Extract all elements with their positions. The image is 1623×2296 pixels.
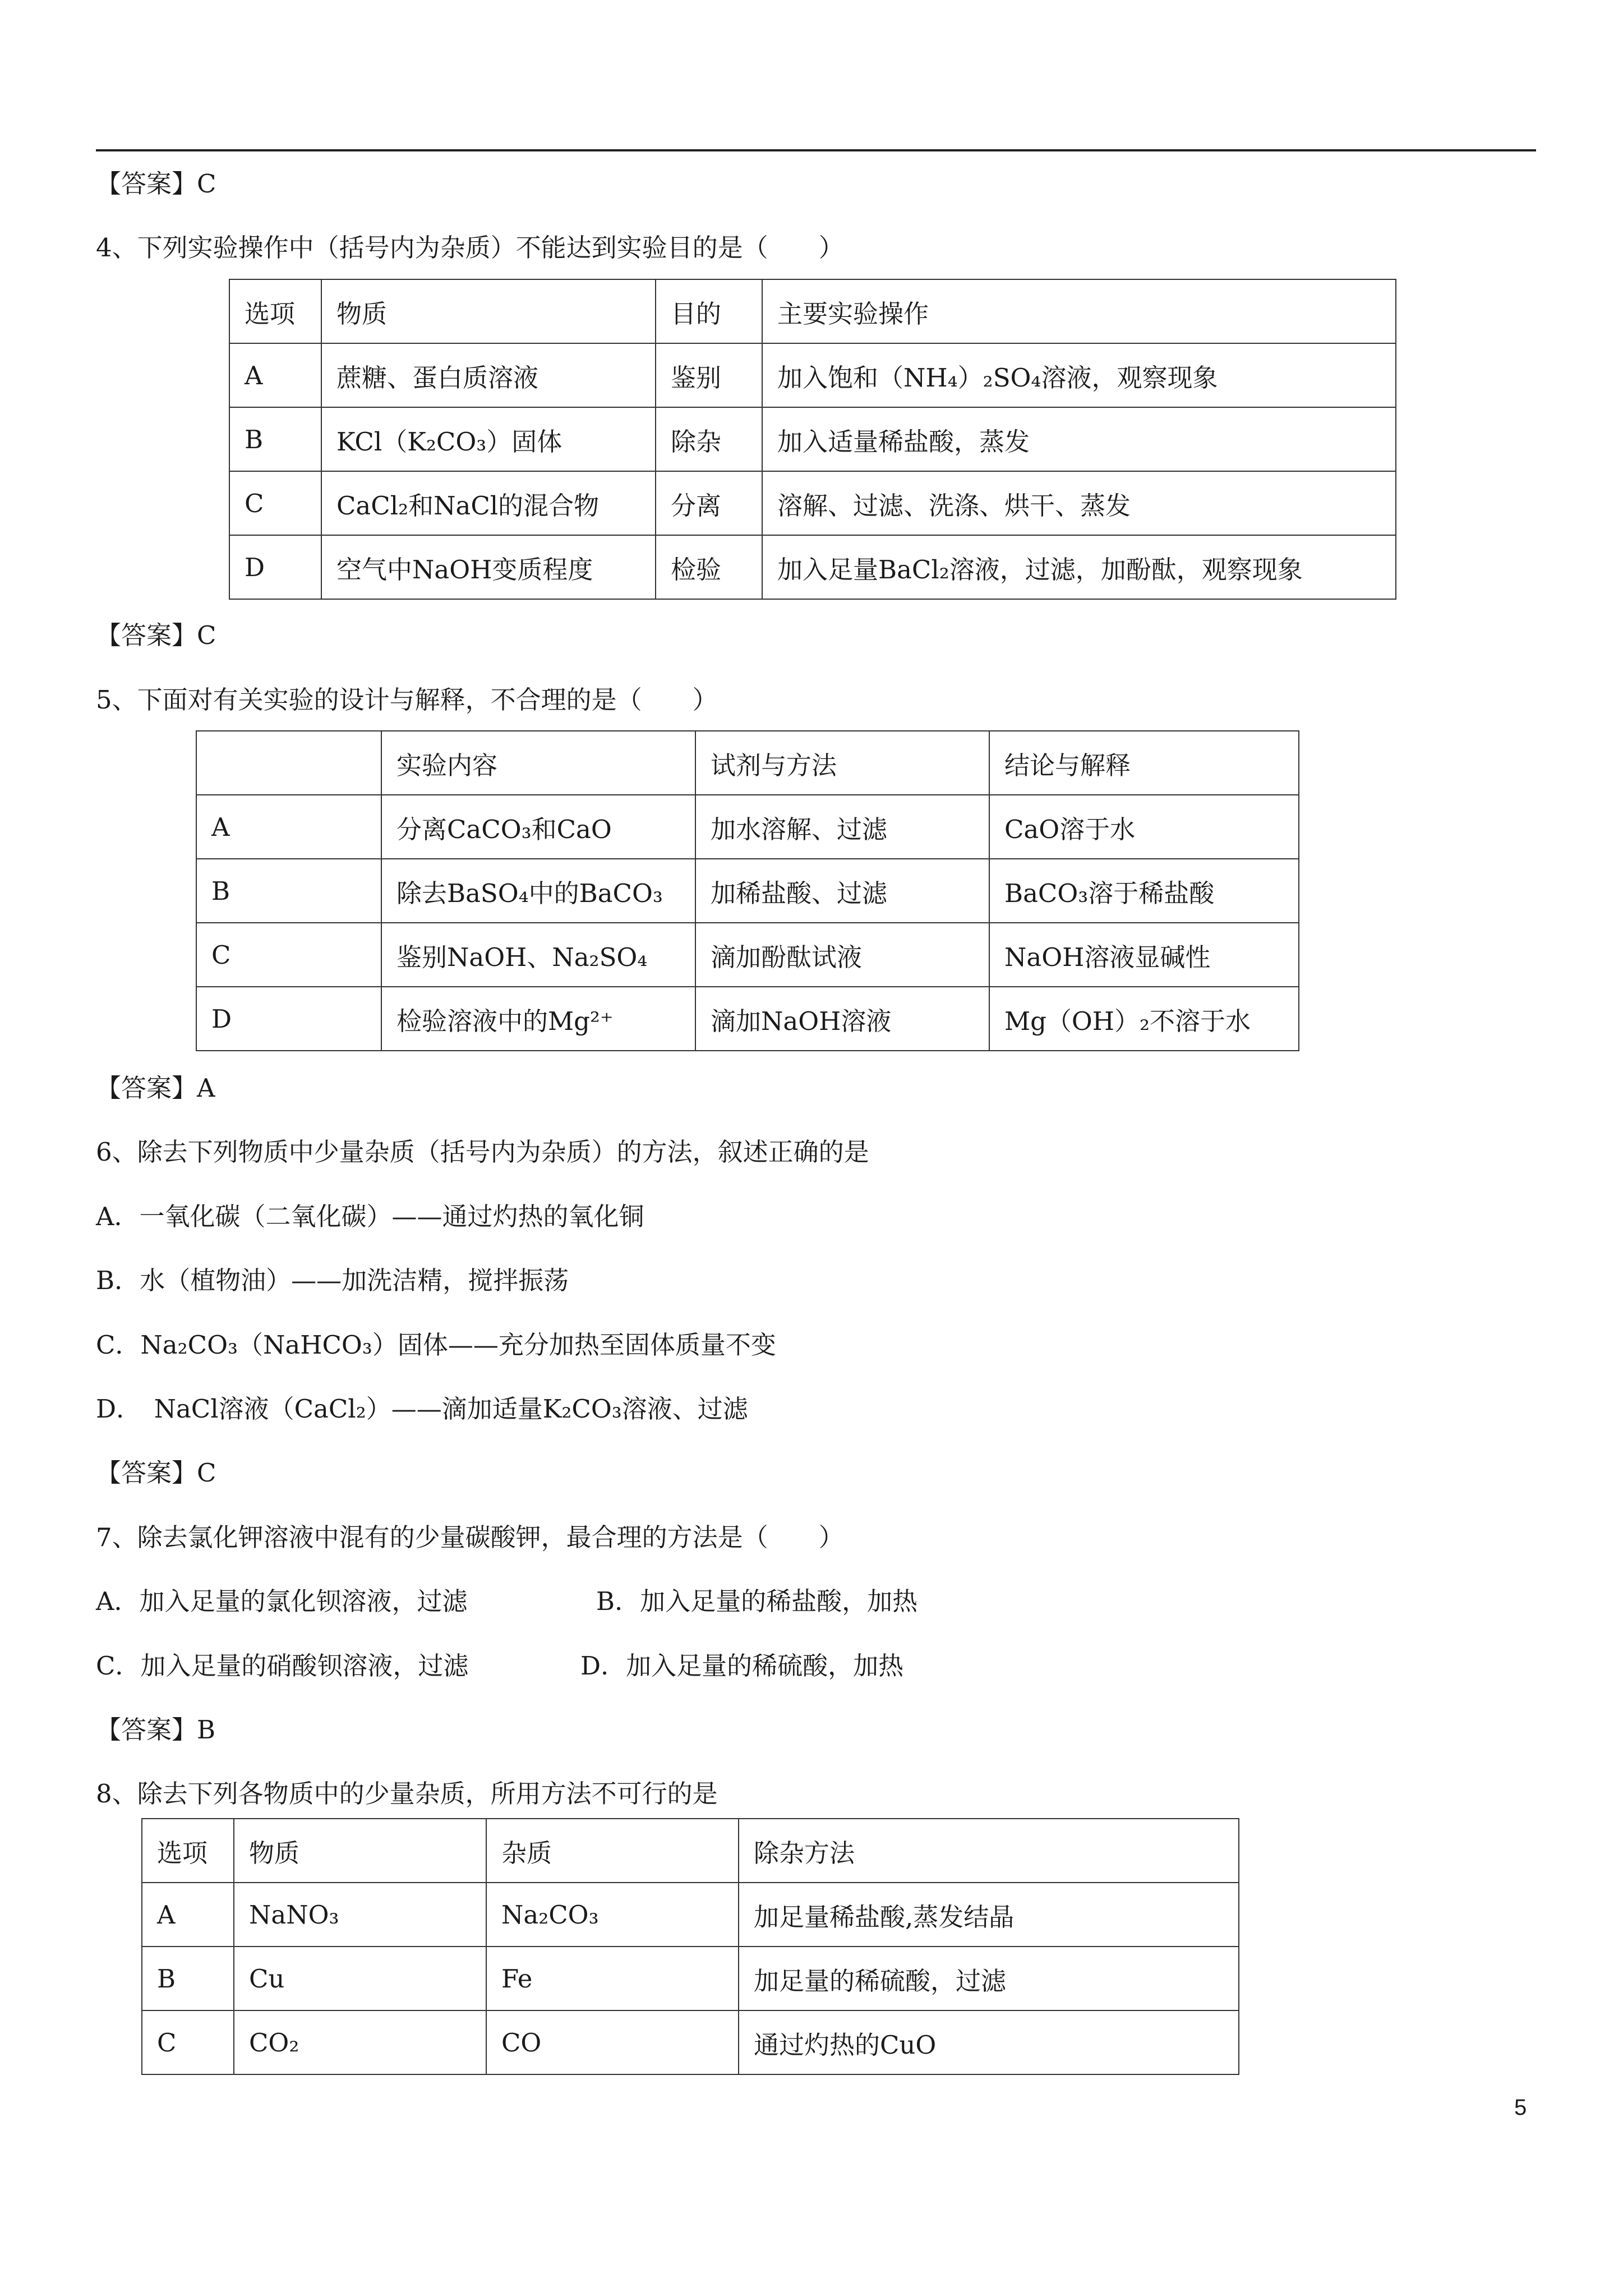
operation-cell: 溶解、过滤、洗涤、烘干、蒸发 [762, 471, 1396, 535]
table-row [229, 471, 1396, 535]
operation-cell: 加入足量BaCl₂溶液，过滤，加酚酞，观察现象 [762, 535, 1396, 599]
q6-stem: 6、除去下列物质中少量杂质（括号内为杂质）的方法，叙述正确的是 [96, 1137, 869, 1167]
q5-table [196, 730, 1299, 1051]
header-cell: 物质 [234, 1819, 486, 1883]
header-rule [96, 149, 1536, 151]
option-cell: C [229, 471, 321, 535]
option-cell: A [229, 343, 321, 407]
q6-option-b: B．水（植物油）——加洗洁精，搅拌振荡 [96, 1266, 569, 1295]
method-cell: 滴加酚酞试液 [695, 923, 989, 987]
q4-stem: 4、下列实验操作中（括号内为杂质）不能达到实验目的是（ ） [96, 233, 844, 263]
impurity-cell: CO [486, 2010, 739, 2074]
table-header-row [229, 279, 1396, 343]
table-row [196, 859, 1299, 923]
q6-option-c: C．Na₂CO₃（NaHCO₃）固体——充分加热至固体质量不变 [96, 1330, 776, 1360]
answer-q5: 【答案】A [96, 1073, 215, 1103]
operation-cell: 加入饱和（NH₄）₂SO₄溶液，观察现象 [762, 343, 1396, 407]
answer-q3: 【答案】C [96, 169, 216, 199]
conclusion-cell: BaCO₃溶于稀盐酸 [989, 859, 1299, 923]
table-header-row [142, 1819, 1239, 1883]
q8-stem: 8、除去下列各物质中的少量杂质，所用方法不可行的是 [96, 1779, 718, 1809]
q7-stem: 7、除去氯化钾溶液中混有的少量碳酸钾，最合理的方法是（ ） [96, 1522, 844, 1552]
table-row [142, 2010, 1239, 2074]
header-cell: 杂质 [486, 1819, 739, 1883]
option-cell: C [142, 2010, 234, 2074]
answer-q4: 【答案】C [96, 620, 216, 650]
q7-option-d: D．加入足量的稀硫酸，加热 [580, 1651, 904, 1681]
table-row [142, 1947, 1239, 2010]
table-row [196, 987, 1299, 1051]
option-cell: A [196, 795, 381, 859]
header-cell: 目的 [656, 279, 762, 343]
purpose-cell: 分离 [656, 471, 762, 535]
q7-option-b: B．加入足量的稀盐酸，加热 [596, 1586, 918, 1616]
content-cell: 鉴别NaOH、Na₂SO₄ [381, 923, 695, 987]
option-cell: D [229, 535, 321, 599]
table-row [229, 407, 1396, 471]
option-cell: B [196, 859, 381, 923]
header-cell: 选项 [229, 279, 321, 343]
table-row [196, 795, 1299, 859]
substance-cell: Cu [234, 1947, 486, 2010]
substance-cell: KCl（K₂CO₃）固体 [321, 407, 656, 471]
header-cell: 结论与解释 [989, 731, 1299, 795]
option-cell: B [229, 407, 321, 471]
header-cell: 实验内容 [381, 731, 695, 795]
substance-cell: 空气中NaOH变质程度 [321, 535, 656, 599]
q8-table [141, 1818, 1239, 2075]
substance-cell: CaCl₂和NaCl的混合物 [321, 471, 656, 535]
q4-table [229, 279, 1396, 600]
purpose-cell: 除杂 [656, 407, 762, 471]
content-cell: 除去BaSO₄中的BaCO₃ [381, 859, 695, 923]
table-header-row [196, 731, 1299, 795]
table-row [196, 923, 1299, 987]
method-cell: 加足量稀盐酸,蒸发结晶 [739, 1883, 1239, 1947]
option-cell: C [196, 923, 381, 987]
conclusion-cell: CaO溶于水 [989, 795, 1299, 859]
header-cell: 选项 [142, 1819, 234, 1883]
purpose-cell: 检验 [656, 535, 762, 599]
header-cell: 试剂与方法 [695, 731, 989, 795]
content-cell: 检验溶液中的Mg²⁺ [381, 987, 695, 1051]
option-cell: B [142, 1947, 234, 2010]
header-cell: 除杂方法 [739, 1819, 1239, 1883]
method-cell: 滴加NaOH溶液 [695, 987, 989, 1051]
option-cell: A [142, 1883, 234, 1947]
conclusion-cell: NaOH溶液显碱性 [989, 923, 1299, 987]
impurity-cell: Fe [486, 1947, 739, 2010]
q7-option-a: A．加入足量的氯化钡溶液，过滤 [96, 1586, 468, 1616]
operation-cell: 加入适量稀盐酸，蒸发 [762, 407, 1396, 471]
header-cell [196, 731, 381, 795]
q6-option-a: A．一氧化碳（二氧化碳）——通过灼热的氧化铜 [96, 1202, 644, 1231]
q6-option-d: D． NaCl溶液（CaCl₂）——滴加适量K₂CO₃溶液、过滤 [96, 1394, 748, 1424]
method-cell: 加足量的稀硫酸，过滤 [739, 1947, 1239, 2010]
q7-option-c: C．加入足量的硝酸钡溶液，过滤 [96, 1651, 469, 1681]
answer-q7: 【答案】B [96, 1715, 216, 1745]
header-cell: 物质 [321, 279, 656, 343]
substance-cell: CO₂ [234, 2010, 486, 2074]
table-row [229, 343, 1396, 407]
page-number: 5 [1514, 2095, 1527, 2120]
method-cell: 加水溶解、过滤 [695, 795, 989, 859]
table-row [229, 535, 1396, 599]
content-cell: 分离CaCO₃和CaO [381, 795, 695, 859]
conclusion-cell: Mg（OH）₂不溶于水 [989, 987, 1299, 1051]
substance-cell: 蔗糖、蛋白质溶液 [321, 343, 656, 407]
q5-stem: 5、下面对有关实验的设计与解释，不合理的是（ ） [96, 685, 718, 715]
method-cell: 加稀盐酸、过滤 [695, 859, 989, 923]
method-cell: 通过灼热的CuO [739, 2010, 1239, 2074]
option-cell: D [196, 987, 381, 1051]
purpose-cell: 鉴别 [656, 343, 762, 407]
table-row [142, 1883, 1239, 1947]
answer-q6: 【答案】C [96, 1458, 216, 1488]
header-cell: 主要实验操作 [762, 279, 1396, 343]
impurity-cell: Na₂CO₃ [486, 1883, 739, 1947]
substance-cell: NaNO₃ [234, 1883, 486, 1947]
